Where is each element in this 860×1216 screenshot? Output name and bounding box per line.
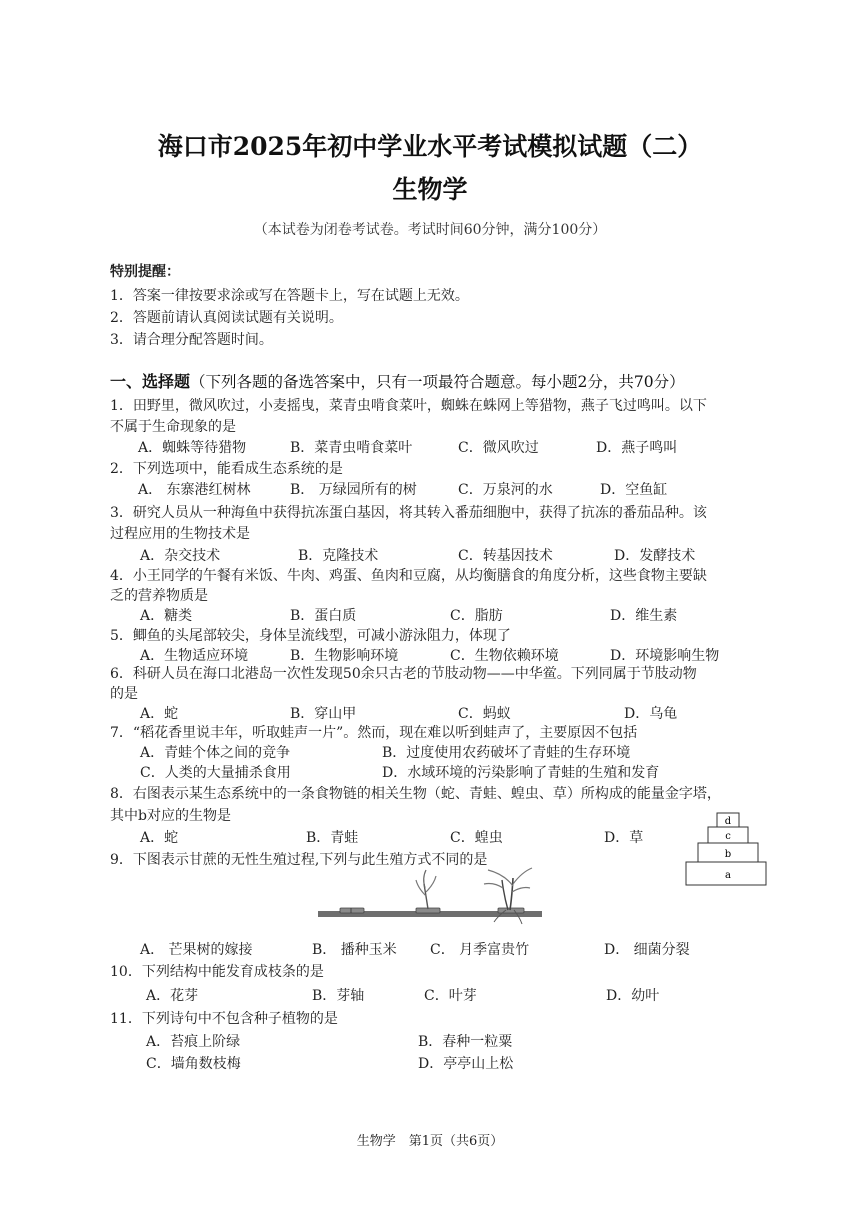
question-stem: 不属于生命现象的是 (110, 419, 236, 435)
question-stem: 1．田野里，微风吹过，小麦摇曳，菜青虫啃食菜叶，蜘蛛在蛛网上等猎物，燕子飞过鸣叫。以下 (110, 398, 707, 414)
exam-note: （本试卷为闭卷考试卷。考试时间60分钟，满分100分） (253, 222, 607, 238)
option-b: B． 播种玉米 (312, 942, 397, 958)
question-stem: 的是 (110, 686, 138, 702)
option-a: A．糖类 (140, 608, 193, 624)
exam-title: 海口市2025年初中学业水平考试模拟试题（二） (157, 132, 703, 161)
option-d: D．草 (604, 830, 644, 846)
question-stem: 8．右图表示某生态系统中的一条食物链的相关生物（蛇、青蛙、蝗虫、草）所构成的能量金字塔， (110, 786, 721, 802)
page-footer: 生物学 第1页（共6页） (356, 1134, 504, 1149)
option-b: B．蛋白质 (290, 608, 357, 624)
option-c: C．生物依赖环境 (450, 648, 559, 664)
reminder-item: 3．请合理分配答题时间。 (110, 332, 273, 348)
option-b: B．过度使用农药破坏了青蛙的生存环境 (382, 745, 631, 761)
option-a: A．青蛙个体之间的竞争 (140, 745, 291, 761)
option-b: B．克隆技术 (298, 548, 379, 564)
option-c: C．人类的大量捕杀食用 (140, 765, 291, 781)
cane-sprout-icon (416, 870, 440, 913)
option-a: A．蛇 (140, 830, 179, 846)
option-a: A．杂交技术 (140, 548, 221, 564)
question-stem: 10．下列结构中能发育成枝条的是 (110, 964, 324, 980)
question-stem: 9．下图表示甘蔗的无性生殖过程,下列与此生殖方式不同的是 (110, 852, 488, 868)
option-a: A． 芒果树的嫁接 (140, 942, 253, 958)
option-d: D．幼叶 (606, 988, 660, 1004)
option-d: D．维生素 (610, 608, 678, 624)
question-stem: 4．小王同学的午餐有米饭、牛肉、鸡蛋、鱼肉和豆腐，从均衡膳食的角度分析，这些食物主要缺 (110, 568, 707, 584)
option-b: B．菜青虫啃食菜叶 (290, 440, 413, 456)
option-c: C．脂肪 (450, 608, 503, 624)
option-a: A．蛇 (140, 706, 179, 722)
option-d: D．水域环境的污染影响了青蛙的生殖和发育 (382, 765, 660, 781)
option-b: B．芽轴 (312, 988, 365, 1004)
question-stem: 乏的营养物质是 (110, 588, 208, 604)
reminder-item: 1．答案一律按要求涂或写在答题卡上，写在试题上无效。 (110, 288, 469, 304)
question-stem: 6．科研人员在海口北港岛一次性发现50余只古老的节肢动物——中华鲎。下列同属于节肢动物 (110, 666, 697, 682)
pyramid-label-b: b (724, 849, 732, 860)
option-c: C． 月季富贵竹 (430, 942, 530, 958)
pyramid-label-d: d (724, 816, 732, 827)
option-c: C．蝗虫 (450, 830, 503, 846)
cane-segment-icon (340, 908, 364, 913)
option-c: C．微风吹过 (458, 440, 539, 456)
question-stem: 3．研究人员从一种海鱼中获得抗冻蛋白基因，将其转入番茄细胞中，获得了抗冻的番茄品种。该 (110, 505, 707, 521)
option-c: C．转基因技术 (458, 548, 553, 564)
option-b: B．春种一粒粟 (418, 1034, 513, 1050)
section-heading (110, 372, 685, 392)
option-b: B． 万绿园所有的树 (290, 482, 417, 498)
question-stem: 过程应用的生物技术是 (110, 526, 250, 542)
option-d: D．发酵技术 (614, 548, 696, 564)
question-stem: 2．下列选项中，能看成生态系统的是 (110, 461, 343, 477)
reminder-item: 2．答题前请认真阅读试题有关说明。 (110, 310, 343, 326)
question-stem: 11．下列诗句中不包含种子植物的是 (110, 1011, 338, 1027)
subject-title: 生物学 (392, 175, 468, 204)
section-desc: （下列各题的备选答案中，只有一项最符合题意。每小题2分，共70分） (190, 373, 685, 391)
option-c: C．蚂蚁 (458, 706, 511, 722)
option-a: A．花芽 (146, 988, 199, 1004)
option-a: A．蜘蛛等待猎物 (138, 440, 247, 456)
option-a: A．苔痕上阶绿 (146, 1034, 241, 1050)
sugarcane-illustration (318, 866, 542, 930)
question-stem: 5．鲫鱼的头尾部较尖，身体呈流线型，可减小游泳阻力，体现了 (110, 628, 511, 644)
option-c: C．万泉河的水 (458, 482, 553, 498)
option-d: D． 细菌分裂 (604, 942, 690, 958)
option-d: D．环境影响生物 (610, 648, 720, 664)
energy-pyramid-figure (682, 810, 770, 888)
option-b: B．青蛙 (306, 830, 359, 846)
pyramid-label-a: a (725, 870, 731, 881)
option-b: B．生物影响环境 (290, 648, 399, 664)
reminder-heading: 特别提醒： (110, 264, 180, 280)
section-title: 一、选择题 (110, 372, 191, 391)
question-stem: 其中b对应的生物是 (110, 808, 231, 824)
option-d: D．空鱼缸 (600, 482, 668, 498)
option-a: A． 东寨港红树林 (138, 482, 251, 498)
option-c: C．叶芽 (424, 988, 477, 1004)
option-d: D．乌龟 (624, 706, 678, 722)
option-b: B．穿山甲 (290, 706, 357, 722)
question-stem: 7．“稻花香里说丰年，听取蛙声一片”。然而，现在难以听到蛙声了，主要原因不包括 (110, 725, 638, 741)
option-d: D．亭亭山上松 (418, 1056, 514, 1072)
option-a: A．生物适应环境 (140, 648, 249, 664)
option-d: D．燕子鸣叫 (596, 440, 678, 456)
pyramid-label-c: c (725, 831, 731, 842)
option-c: C．墙角数枝梅 (146, 1056, 241, 1072)
